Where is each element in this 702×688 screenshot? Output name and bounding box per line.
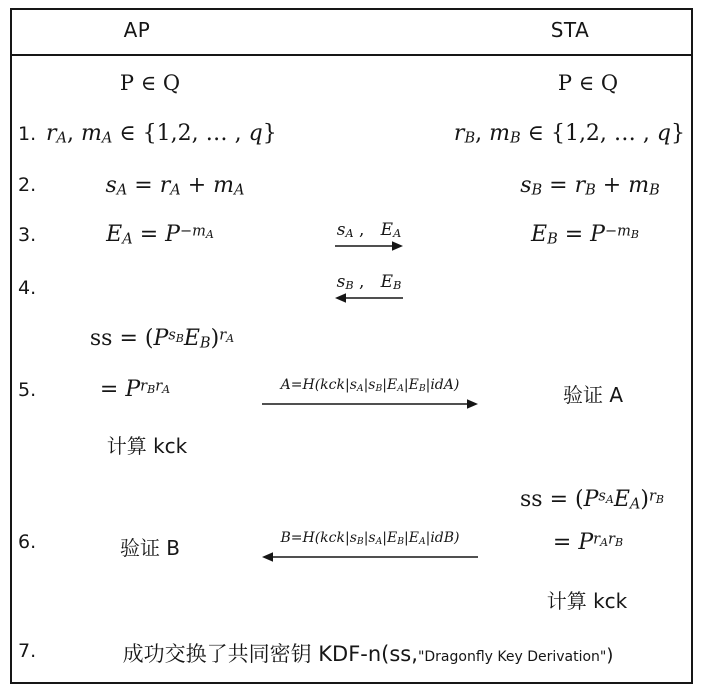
arrow-sa-ea <box>335 240 403 252</box>
formula-p-in-q-left: P ∈ Q <box>119 71 181 95</box>
step-number: 6. <box>18 531 37 553</box>
arrow-left-icon <box>262 551 478 563</box>
formula-ss-right-1: ss = $(P^sAEA)^rB$ <box>519 487 664 513</box>
formula-eb-element: EB = $P^{-m}B$ <box>531 222 639 248</box>
formula-sb-sum: sB = rB + mB <box>520 173 660 199</box>
column-header-sta: STA <box>550 18 590 42</box>
arrow-right-icon <box>262 398 478 410</box>
final-key-exchange-statement <box>55 638 681 668</box>
header-divider <box>10 54 693 56</box>
final-main-text: 成功交换了共同密钥 KDF-n(ss, <box>122 642 418 666</box>
arrow-sb-eb <box>335 292 403 304</box>
step-number: 4. <box>18 277 37 299</box>
step-number: 1. <box>18 123 37 145</box>
step-number: 7. <box>18 640 37 662</box>
formula-p-in-q-right: P ∈ Q <box>557 71 619 95</box>
message-confirm-b-label: B=H(kck|sB|sA|EB|EA|idB) <box>280 530 460 547</box>
column-header-ap: AP <box>123 18 151 42</box>
formula-ea-element: EA = $P^{-m}A$ <box>106 222 214 248</box>
arrow-confirm-a <box>262 398 478 410</box>
formula-sa-sum: sA = rA + mA <box>105 173 245 199</box>
verify-b-label: 验证 B <box>119 536 181 560</box>
formula-ss-left-2: = $P^rB^rA$ <box>99 377 171 402</box>
compute-kck-left-label: 计算 kck <box>106 434 188 458</box>
formula-ss-left-1: ss = $(P^sBEB)^rA$ <box>89 326 235 352</box>
verify-a-label: 验证 A <box>562 383 624 407</box>
step-number: 2. <box>18 174 37 196</box>
step-number: 5. <box>18 379 37 401</box>
formula-ra-ma-choice: rA, mA ∈ {1,2, … , q} <box>46 121 277 147</box>
arrow-right-icon <box>335 240 403 252</box>
final-quoted-text: "Dragonfly Key Derivation" <box>417 649 607 665</box>
final-close-paren: ) <box>606 645 614 666</box>
arrow-left-icon <box>335 292 403 304</box>
message-confirm-a-label: A=H(kck|sA|sB|EA|EB|idA) <box>280 377 460 394</box>
message-sb-eb-label: sB , EB <box>336 272 402 293</box>
compute-kck-right-label: 计算 kck <box>546 589 628 613</box>
message-sa-ea-label: sA , EA <box>336 220 402 241</box>
arrow-confirm-b <box>262 551 478 563</box>
step-number: 3. <box>18 224 37 246</box>
formula-rb-mb-choice: rB, mB ∈ {1,2, … , q} <box>453 121 685 147</box>
formula-ss-right-2: = $P^rA^rB$ <box>552 530 624 555</box>
